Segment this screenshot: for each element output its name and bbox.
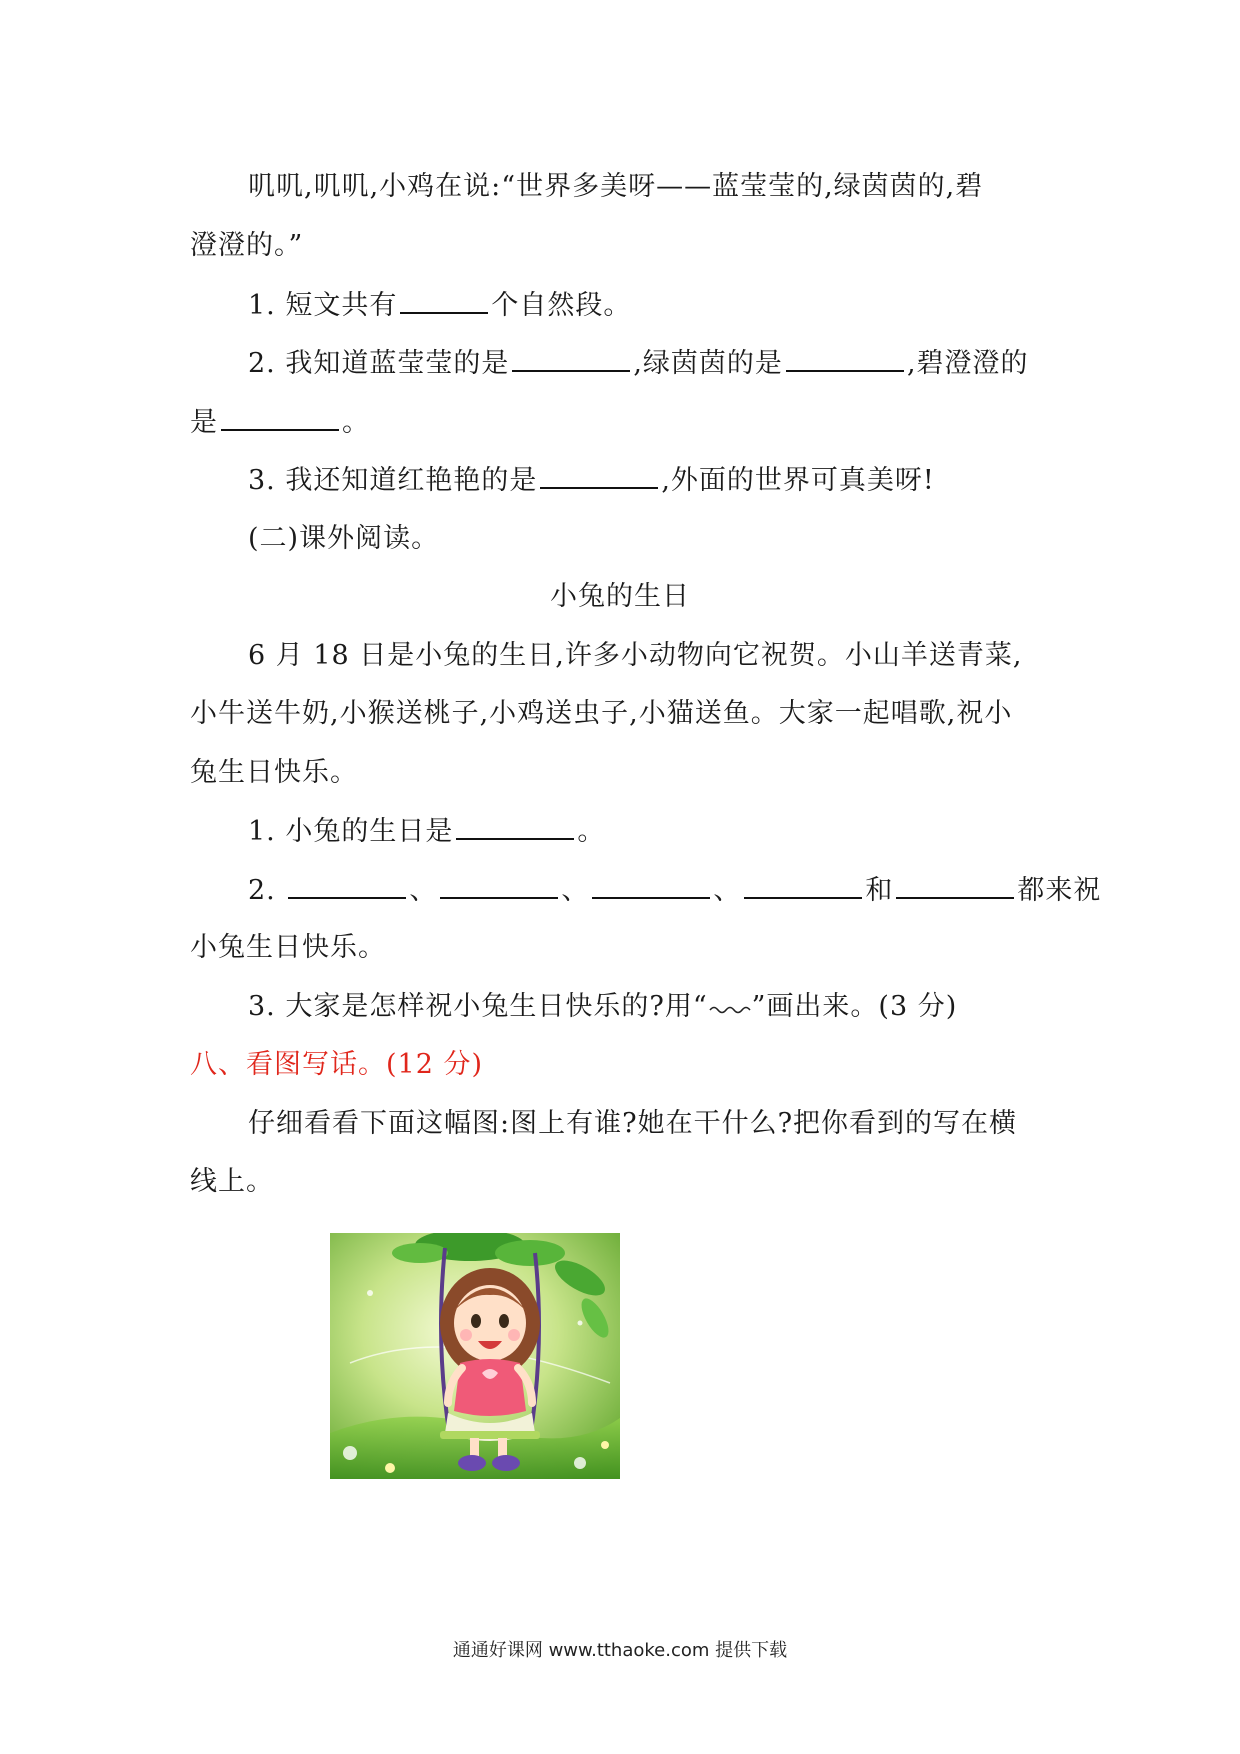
- conjunction: 和: [865, 875, 894, 906]
- part-2-heading: (二)课外阅读。: [248, 523, 440, 554]
- question-text: 3. 我还知道红艳艳的是: [248, 465, 538, 496]
- answer-blank[interactable]: [512, 346, 630, 372]
- question-2-2-line-2: 小兔生日快乐。: [190, 932, 386, 963]
- answer-blank[interactable]: [440, 873, 558, 899]
- girl-on-swing-illustration-icon: [330, 1233, 620, 1479]
- question-2-2: [248, 873, 1101, 908]
- reading-title: 小兔的生日: [550, 581, 690, 612]
- separator: 、: [409, 875, 438, 906]
- question-text: 2. 我知道蓝莹莹的是: [248, 348, 510, 379]
- section-8-heading: 八、看图写话。(12 分): [190, 1049, 484, 1080]
- section-8-prompt-line-2: 线上。: [190, 1166, 274, 1197]
- question-text: 都来祝: [1017, 875, 1102, 906]
- question-text: 2.: [248, 875, 276, 906]
- question-1-2-line-2: [190, 405, 370, 440]
- question-text: 是: [190, 407, 218, 438]
- question-1-2: [248, 346, 1029, 381]
- section-8-prompt-line-1: 仔细看看下面这幅图:图上有谁?她在干什么?把你看到的写在横: [248, 1108, 1018, 1139]
- answer-blank[interactable]: [592, 873, 710, 899]
- answer-blank[interactable]: [221, 405, 339, 431]
- answer-blank[interactable]: [540, 463, 658, 489]
- answer-blank[interactable]: [786, 346, 904, 372]
- separator: 、: [561, 875, 590, 906]
- question-text: 1. 小兔的生日是: [248, 816, 454, 847]
- answer-blank[interactable]: [288, 873, 406, 899]
- question-2-1: [248, 814, 605, 849]
- passage-line-1: 叽叽,叽叽,小鸡在说:“世界多美呀——蓝莹莹的,绿茵茵的,碧: [248, 171, 984, 202]
- question-text: 1. 短文共有: [248, 290, 398, 321]
- girl-on-swing-picture: [330, 1233, 620, 1479]
- question-text: ,外面的世界可真美呀!: [661, 465, 935, 496]
- passage-line-2: 澄澄的。”: [190, 230, 304, 261]
- question-text: ,绿茵茵的是: [633, 348, 783, 379]
- footer-text: 通通好课网 www.tthaoke.com 提供下载: [452, 1640, 788, 1661]
- question-1-1: [248, 288, 631, 323]
- separator: 、: [713, 875, 742, 906]
- question-text: 。: [342, 407, 370, 438]
- question-text: ”画出来。(3 分): [751, 991, 958, 1022]
- answer-blank[interactable]: [456, 814, 574, 840]
- question-text: 。: [577, 816, 606, 847]
- reading-text-line-3: 兔生日快乐。: [190, 757, 358, 788]
- answer-blank[interactable]: [744, 873, 862, 899]
- wavy-line-icon: [708, 1001, 752, 1015]
- question-1-3: [248, 463, 935, 498]
- question-text: 个自然段。: [491, 290, 632, 321]
- answer-blank[interactable]: [400, 288, 488, 314]
- question-2-3: [248, 990, 957, 1024]
- reading-text-line-2: 小牛送牛奶,小猴送桃子,小鸡送虫子,小猫送鱼。大家一起唱歌,祝小: [190, 698, 1013, 729]
- answer-blank[interactable]: [896, 873, 1014, 899]
- question-text: 3. 大家是怎样祝小兔生日快乐的?用“: [248, 991, 708, 1022]
- reading-text-line-1: 6 月 18 日是小兔的生日,许多小动物向它祝贺。小山羊送青菜,: [248, 640, 1023, 671]
- question-text: ,碧澄澄的: [906, 348, 1029, 379]
